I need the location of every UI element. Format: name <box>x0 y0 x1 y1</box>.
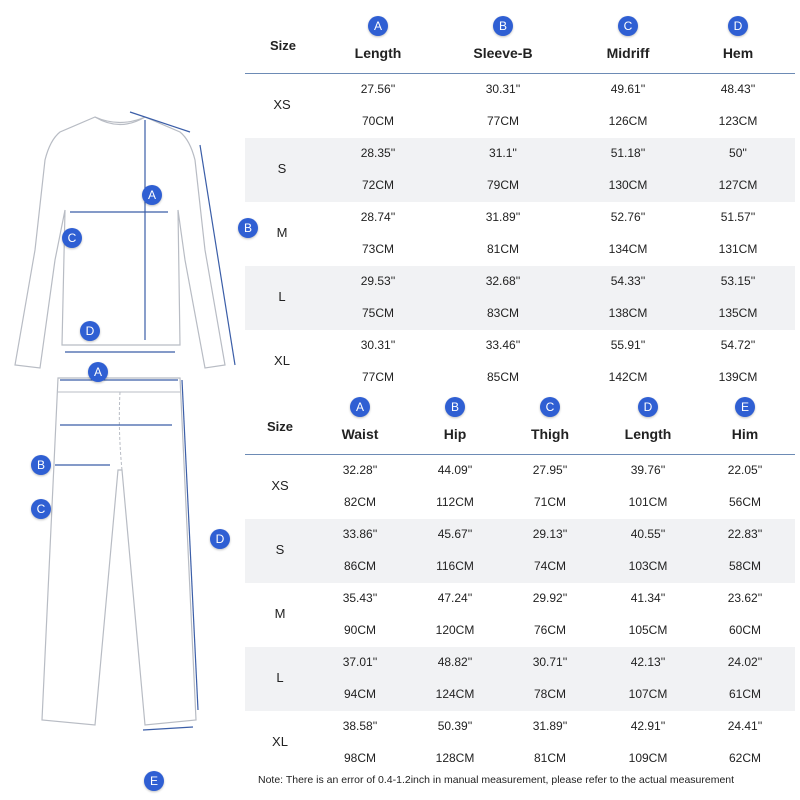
column-label: Sleeve-B <box>473 45 533 61</box>
measurement-cell <box>690 711 800 775</box>
column-label: Length <box>354 45 402 61</box>
cm-value: 105CM <box>628 623 668 637</box>
inch-value: 42.13'' <box>630 655 666 669</box>
column-label: Him <box>731 426 759 442</box>
measurement-cell <box>593 583 703 647</box>
inch-value: 31.89'' <box>485 210 521 224</box>
cm-value: 131CM <box>718 242 758 256</box>
cm-value: 76CM <box>533 623 566 637</box>
inch-value: 32.68'' <box>485 274 521 288</box>
measurement-cell <box>573 202 683 266</box>
cm-value: 116CM <box>436 559 474 573</box>
cm-value: 62CM <box>728 751 761 765</box>
measurement-cell <box>305 455 415 519</box>
marker-c-pants: C <box>31 499 51 519</box>
column-label: Length <box>624 426 672 442</box>
badge-e: E <box>735 397 755 417</box>
cm-value: 103CM <box>628 559 668 573</box>
inch-value: 31.89'' <box>532 719 568 733</box>
cm-value: 81CM <box>486 242 519 256</box>
inch-value: 35.43'' <box>342 591 378 605</box>
cm-value: 90CM <box>343 623 376 637</box>
inch-value: 39.76'' <box>630 463 666 477</box>
measurement-cell <box>400 519 510 583</box>
cm-value: 70CM <box>361 114 394 128</box>
cm-value: 135CM <box>718 306 758 320</box>
badge-b: B <box>445 397 465 417</box>
measurement-cell <box>495 711 605 775</box>
inch-value: 29.53'' <box>360 274 396 288</box>
cm-value: 79CM <box>486 178 519 192</box>
inch-value: 27.95'' <box>532 463 568 477</box>
size-cell: M <box>276 225 288 240</box>
badge-d: D <box>728 16 748 36</box>
garment-outline-drawing <box>0 0 245 800</box>
inch-value: 37.01'' <box>342 655 378 669</box>
table-row <box>245 74 795 138</box>
cm-value: 77CM <box>361 370 394 384</box>
inch-value: 49.61'' <box>610 82 646 96</box>
measurement-cell <box>573 138 683 202</box>
cm-value: 86CM <box>343 559 376 573</box>
measurement-cell <box>683 330 793 394</box>
cm-value: 134CM <box>608 242 648 256</box>
size-cell: XS <box>271 478 289 493</box>
measurement-cell <box>593 455 703 519</box>
inch-value: 44.09'' <box>437 463 473 477</box>
cm-value: 126CM <box>608 114 648 128</box>
inch-value: 50.39'' <box>437 719 473 733</box>
inch-value: 22.83'' <box>727 527 763 541</box>
measurement-cell <box>323 266 433 330</box>
measurement-cell <box>495 519 605 583</box>
inch-value: 33.46'' <box>485 338 521 352</box>
measurement-cell <box>690 455 800 519</box>
shirt-table-header <box>245 0 795 72</box>
measurement-cell <box>690 519 800 583</box>
inch-value: 40.55'' <box>630 527 666 541</box>
cm-value: 109CM <box>628 751 668 765</box>
cm-value: 128CM <box>435 751 475 765</box>
marker-d-pants: D <box>210 529 230 549</box>
inch-value: 47.24'' <box>437 591 473 605</box>
inch-value: 48.82'' <box>437 655 473 669</box>
measurement-cell <box>400 455 510 519</box>
table-row <box>245 202 795 266</box>
inch-value: 55.91'' <box>610 338 646 352</box>
size-cell: S <box>277 161 287 176</box>
inch-value: 53.15'' <box>720 274 756 288</box>
inch-value: 54.72'' <box>720 338 756 352</box>
cm-value: 81CM <box>533 751 566 765</box>
badge-b: B <box>493 16 513 36</box>
inch-value: 50'' <box>729 146 747 160</box>
table-row <box>245 647 795 711</box>
table-row <box>245 583 795 647</box>
inch-value: 24.02'' <box>727 655 763 669</box>
column-label: Hem <box>722 45 754 61</box>
inch-value: 42.91'' <box>630 719 666 733</box>
inch-value: 32.28'' <box>342 463 378 477</box>
measurement-cell <box>495 647 605 711</box>
column-header-length <box>323 16 433 61</box>
measurement-cell <box>690 583 800 647</box>
measurement-cell <box>323 202 433 266</box>
measurement-cell <box>323 74 433 138</box>
measurement-cell <box>323 138 433 202</box>
column-header-waist <box>305 397 415 442</box>
garment-illustration <box>0 0 252 800</box>
measurement-cell <box>683 74 793 138</box>
size-cell: XL <box>274 353 290 368</box>
size-cell: S <box>275 542 285 557</box>
size-column-header: Size <box>270 38 297 53</box>
inch-value: 51.57'' <box>720 210 756 224</box>
inch-value: 24.41'' <box>727 719 763 733</box>
measurement-cell <box>305 647 415 711</box>
measurement-cell <box>690 647 800 711</box>
cm-value: 61CM <box>728 687 761 701</box>
measurement-cell <box>305 711 415 775</box>
pants-size-table <box>245 394 795 774</box>
cm-value: 71CM <box>533 495 566 509</box>
size-cell: L <box>276 670 284 685</box>
measurement-cell <box>593 647 703 711</box>
inch-value: 52.76'' <box>610 210 646 224</box>
inch-value: 23.62'' <box>727 591 763 605</box>
measurement-cell <box>573 330 683 394</box>
inch-value: 38.58'' <box>342 719 378 733</box>
measurement-cell <box>593 519 703 583</box>
marker-e-pants: E <box>144 771 164 791</box>
cm-value: 98CM <box>343 751 376 765</box>
shirt-outline <box>15 117 225 368</box>
badge-d: D <box>638 397 658 417</box>
cm-value: 130CM <box>608 178 648 192</box>
cm-value: 123CM <box>718 114 758 128</box>
inch-value: 45.67'' <box>437 527 473 541</box>
badge-c: C <box>540 397 560 417</box>
size-column-header: Size <box>267 419 294 434</box>
column-label: Midriff <box>606 45 650 61</box>
measurement-cell <box>495 583 605 647</box>
inch-value: 30.31'' <box>360 338 396 352</box>
measurement-cell <box>400 711 510 775</box>
measurement-cell <box>573 74 683 138</box>
cm-value: 112CM <box>436 495 474 509</box>
cm-value: 139CM <box>718 370 758 384</box>
shirt-size-table <box>245 0 795 394</box>
badge-a: A <box>368 16 388 36</box>
table-row <box>245 455 795 519</box>
cm-value: 73CM <box>361 242 394 256</box>
cm-value: 77CM <box>486 114 519 128</box>
column-label: Waist <box>341 426 379 442</box>
cm-value: 74CM <box>533 559 566 573</box>
cm-value: 120CM <box>435 623 475 637</box>
size-cell: M <box>274 606 286 621</box>
inch-value: 29.13'' <box>532 527 568 541</box>
marker-b-shirt: B <box>238 218 258 238</box>
column-header-hip <box>400 397 510 442</box>
measurement-cell <box>448 330 558 394</box>
cm-value: 72CM <box>361 178 394 192</box>
badge-a: A <box>350 397 370 417</box>
inch-value: 29.92'' <box>532 591 568 605</box>
column-header-thigh <box>495 397 605 442</box>
inch-value: 51.18'' <box>610 146 646 160</box>
measurement-cell <box>448 266 558 330</box>
inch-value: 41.34'' <box>630 591 666 605</box>
measurement-cell <box>448 138 558 202</box>
column-header-length <box>593 397 703 442</box>
measurement-cell <box>448 202 558 266</box>
marker-c-shirt: C <box>62 228 82 248</box>
measurement-note: Note: There is an error of 0.4-1.2inch in manual measurement, please refer to the actual measurement <box>258 774 735 786</box>
cm-value: 124CM <box>435 687 475 701</box>
size-cell: L <box>278 289 286 304</box>
pants-outline <box>42 378 196 725</box>
cm-value: 78CM <box>533 687 566 701</box>
measurement-cell <box>400 583 510 647</box>
cm-value: 101CM <box>628 495 668 509</box>
cm-value: 56CM <box>728 495 761 509</box>
marker-d-shirt: D <box>80 321 100 341</box>
size-cell: XS <box>273 97 291 112</box>
cm-value: 138CM <box>608 306 648 320</box>
marker-a-shirt: A <box>142 185 162 205</box>
table-row <box>245 711 795 775</box>
inch-value: 30.31'' <box>485 82 521 96</box>
cm-value: 94CM <box>343 687 376 701</box>
cm-value: 107CM <box>628 687 668 701</box>
measurement-cell <box>495 455 605 519</box>
column-header-sleeve <box>448 16 558 61</box>
measurement-cell <box>323 330 433 394</box>
inch-value: 31.1'' <box>489 146 517 160</box>
inch-value: 22.05'' <box>727 463 763 477</box>
cm-value: 58CM <box>728 559 761 573</box>
cm-value: 82CM <box>343 495 376 509</box>
inch-value: 30.71'' <box>532 655 568 669</box>
size-cell: XL <box>272 734 288 749</box>
measurement-cell <box>573 266 683 330</box>
measurement-cell <box>683 266 793 330</box>
column-header-him <box>690 397 800 442</box>
inch-value: 27.56'' <box>360 82 396 96</box>
inch-value: 28.74'' <box>360 210 396 224</box>
column-label: Thigh <box>530 426 570 442</box>
column-header-hem <box>683 16 793 61</box>
measurement-cell <box>305 519 415 583</box>
measurement-cell <box>683 138 793 202</box>
badge-c: C <box>618 16 638 36</box>
cm-value: 75CM <box>361 306 394 320</box>
inch-value: 28.35'' <box>360 146 396 160</box>
table-row <box>245 138 795 202</box>
cm-value: 127CM <box>718 178 758 192</box>
column-label: Hip <box>443 426 467 442</box>
inch-value: 33.86'' <box>342 527 378 541</box>
cm-value: 142CM <box>608 370 648 384</box>
measurement-cell <box>683 202 793 266</box>
table-row <box>245 519 795 583</box>
table-row <box>245 330 795 394</box>
marker-a-pants: A <box>88 362 108 382</box>
cm-value: 85CM <box>486 370 519 384</box>
measurement-cell <box>593 711 703 775</box>
measurement-cell <box>305 583 415 647</box>
measurement-cell <box>400 647 510 711</box>
measurement-cell <box>448 74 558 138</box>
column-header-midriff <box>573 16 683 61</box>
cm-value: 60CM <box>728 623 761 637</box>
marker-b-pants: B <box>31 455 51 475</box>
inch-value: 54.33'' <box>610 274 646 288</box>
cm-value: 83CM <box>486 306 519 320</box>
inch-value: 48.43'' <box>720 82 756 96</box>
table-row <box>245 266 795 330</box>
